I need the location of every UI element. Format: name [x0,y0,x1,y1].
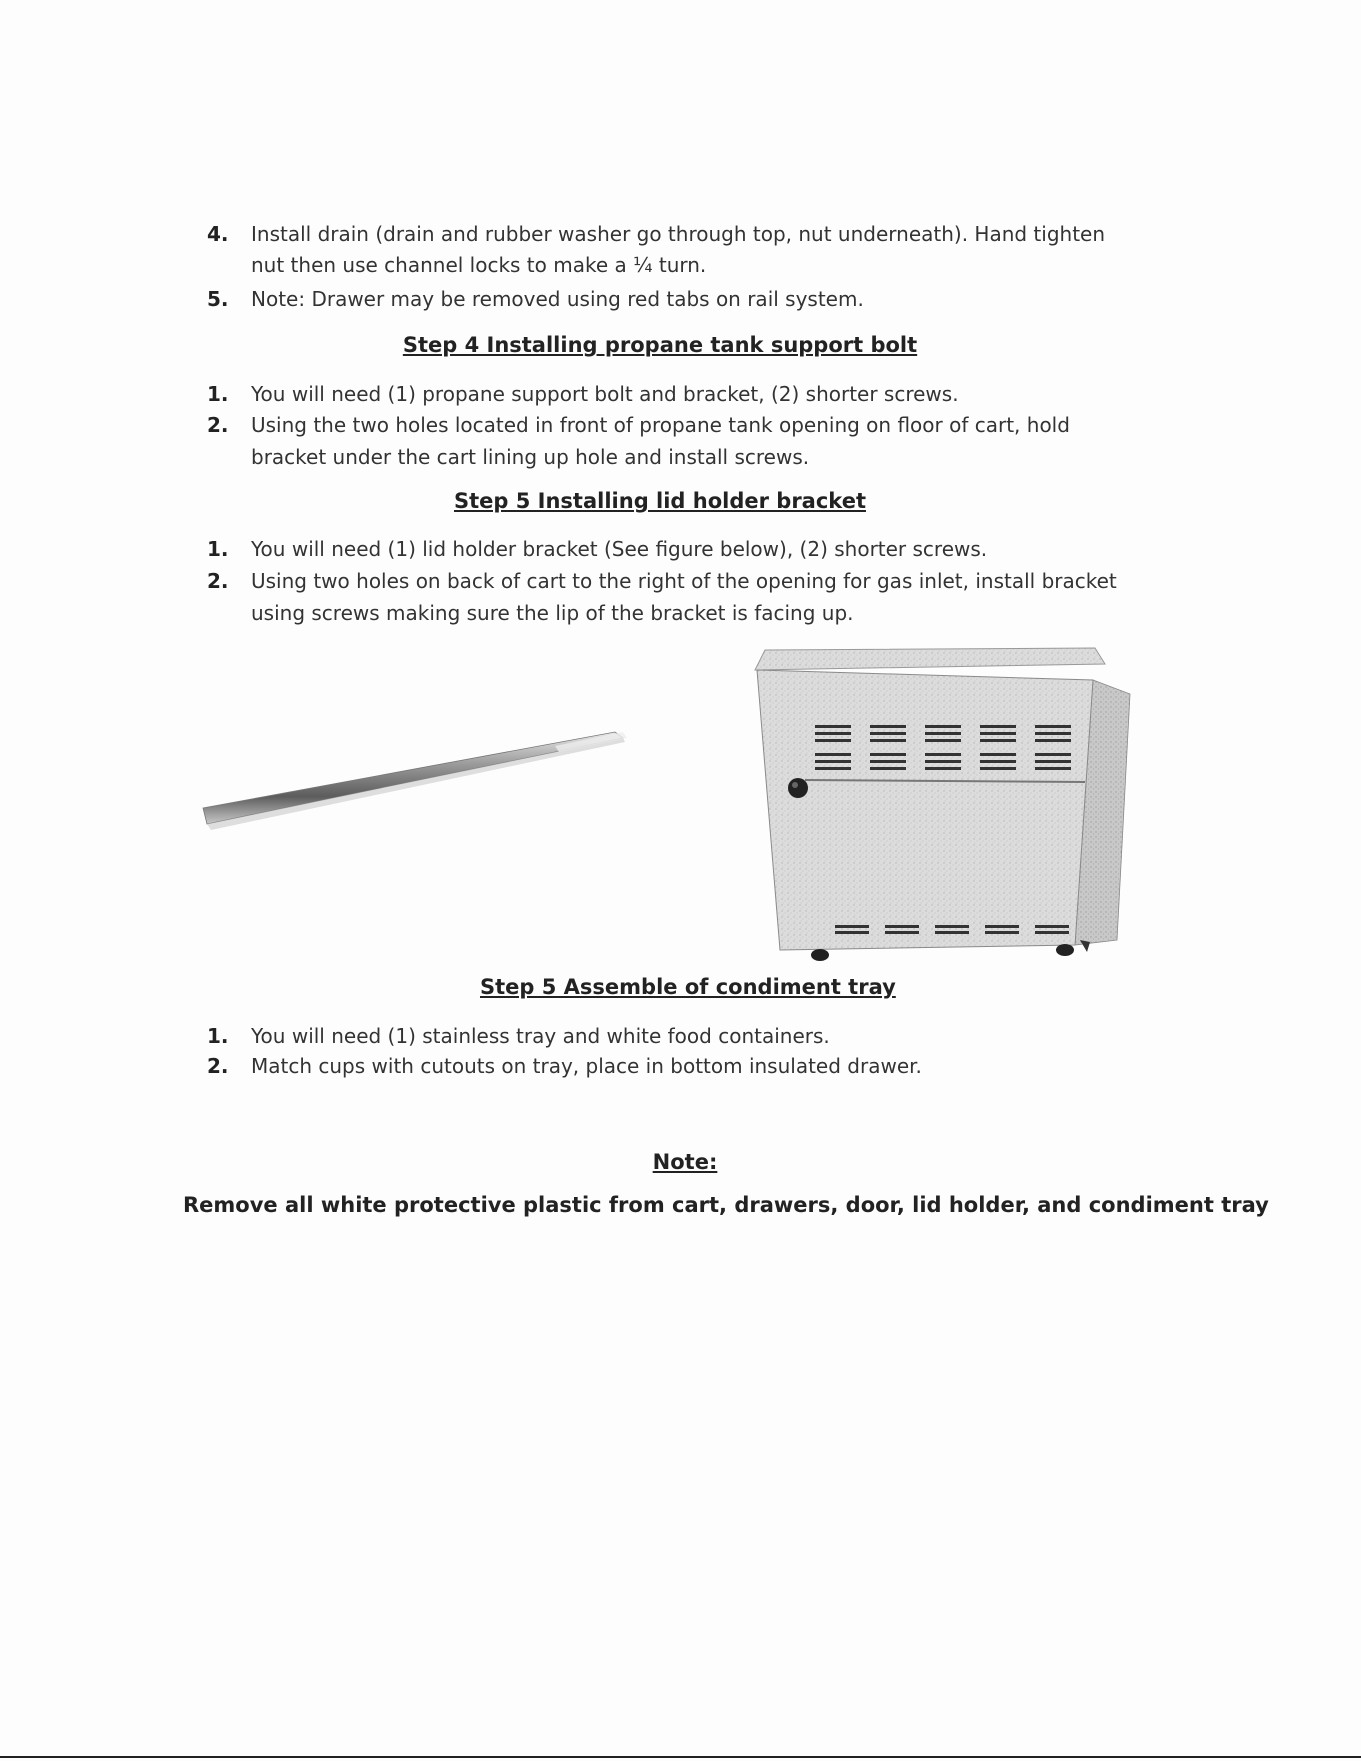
list-item [207,1021,1207,1051]
list-item-text: nut then use channel locks to make a ¼ turn. [251,253,707,277]
list-item [207,284,1207,314]
list-number: 2. [207,1054,229,1078]
list-item [207,219,1207,279]
list-item-text: You will need (1) propane support bolt and bracket, (2) shorter screws. [251,382,959,406]
list-item-text: Install drain (drain and rubber washer go through top, nut underneath). Hand tighten [251,222,1106,246]
list-item-text: Match cups with cutouts on tray, place in bottom insulated drawer. [251,1054,922,1078]
list-item-text: using screws making sure the lip of the bracket is facing up. [251,601,854,625]
list-item-text: You will need (1) lid holder bracket (See figure below), (2) shorter screws. [251,537,988,561]
list-item-text: You will need (1) stainless tray and white food containers. [251,1024,830,1048]
list-number: 2. [207,413,229,437]
list-item-text: bracket under the cart lining up hole and install screws. [251,445,810,469]
list-number: 1. [207,382,229,406]
list-item [207,379,1207,409]
list-number: 1. [207,1024,229,1048]
list-item [207,410,1207,470]
list-number: 4. [207,222,229,246]
list-number: 5. [207,287,229,311]
list-item [207,1051,1207,1081]
list-number: 1. [207,537,229,561]
lid-holder-bracket-figure [195,720,635,840]
list-item-text: Using the two holes located in front of propane tank opening on floor of cart, hold [251,413,1070,437]
cart-back-figure [745,640,1145,975]
note-text: Remove all white protective plastic from cart, drawers, door, lid holder, and condiment tray [183,1193,1269,1217]
section-heading-step4: Step 4 Installing propane tank support bolt [402,333,918,357]
page-bottom-edge [0,1756,1361,1758]
list-item-text: Using two holes on back of cart to the right of the opening for gas inlet, install bracket [251,569,1117,593]
list-item [207,566,1307,626]
section-heading-step5-tray: Step 5 Assemble of condiment tray [480,975,896,999]
note-heading: Note: [652,1150,718,1174]
section-heading-step5-lid: Step 5 Installing lid holder bracket [454,489,866,513]
list-item-text: Note: Drawer may be removed using red tabs on rail system. [251,287,864,311]
list-item [207,534,1207,564]
list-number: 2. [207,569,229,593]
